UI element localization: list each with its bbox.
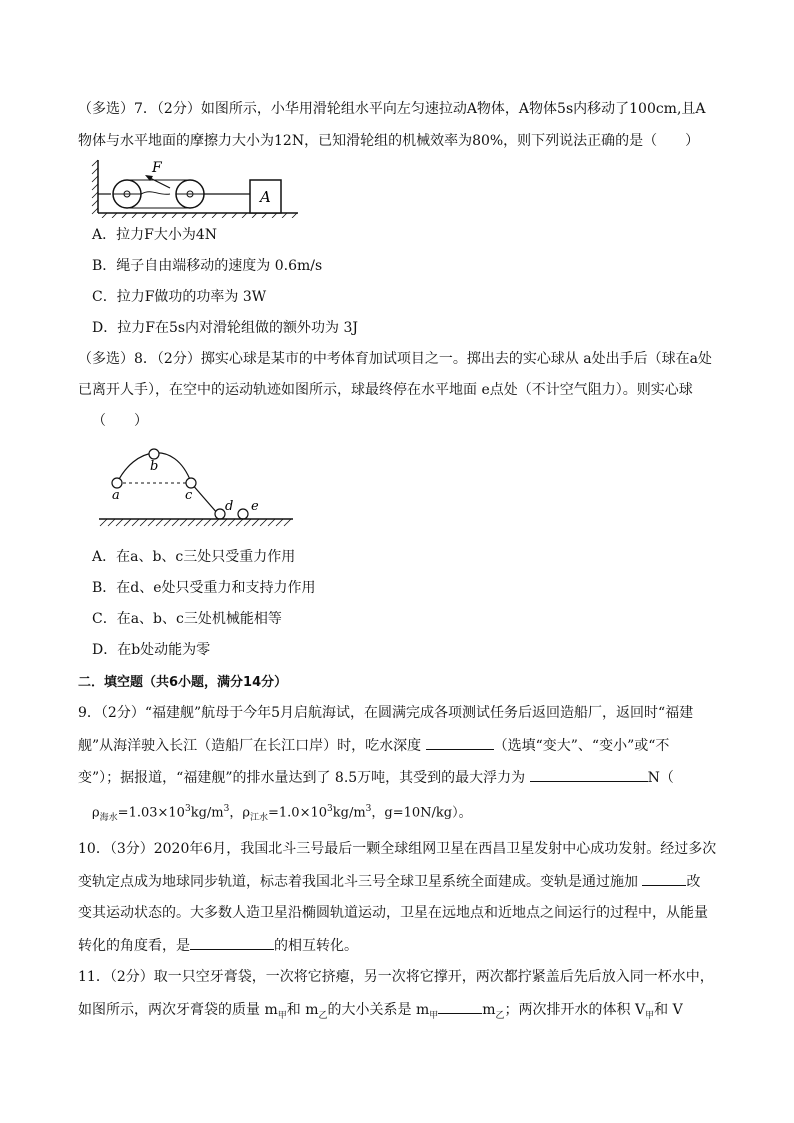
q8-option-d: D．在b处动能为零 — [92, 642, 211, 658]
q10-stem-line4 — [78, 935, 358, 956]
label-c: c — [185, 488, 193, 503]
subscript: 甲 — [429, 1010, 439, 1021]
ball-b — [149, 449, 159, 459]
section-heading: 二．填空题（共6小题，满分14分） — [78, 675, 288, 690]
q7-option-a: A．拉力F大小为4N — [92, 227, 217, 243]
q10-text: 转化的角度看，是 — [78, 938, 190, 954]
q9-stem-line1: 9．（2分）“福建舰”航母于今年5月启航海试，在圆满完成各项测试任务后返回造船厂，返回时“福建 — [78, 705, 694, 721]
q10-text: 改 — [686, 874, 701, 890]
q11-text: m — [482, 1002, 496, 1018]
q9-stem-line2 — [78, 735, 669, 756]
subscript: 乙 — [318, 1010, 328, 1021]
wall-hatch — [92, 160, 98, 214]
q11-text: 的大小关系是 m — [327, 1002, 430, 1018]
subscript: 甲 — [277, 1010, 287, 1021]
block-label: A — [260, 188, 271, 206]
q9-blank-2[interactable] — [530, 767, 648, 782]
subscript: 甲 — [645, 1010, 655, 1021]
q8-option-a: A．在a、b、c三处只受重力作用 — [92, 549, 296, 565]
q10-stem-line3: 变其运动状态的。大多数人造卫星沿椭圆轨道运动，卫星在远地点和近地点之间运行的过程中，从能量 — [78, 905, 708, 921]
q7-stem-line2: 物体与水平地面的摩擦力大小为12N，已知滑轮组的机械效率为80%，则下列说法正确的是（ ） — [78, 133, 700, 149]
value: =1.0×10 — [268, 805, 328, 821]
q10-blank-2[interactable] — [190, 935, 274, 950]
q10-stem-line1: 10．（3分）2020年6月，我国北斗三号最后一颗全球组网卫星在西昌卫星发射中心成功发射。经过多次 — [78, 841, 717, 857]
unit: kg/m — [190, 805, 224, 821]
q7-option-c: C．拉力F做功的功率为 3W — [92, 289, 267, 305]
q7-pulley-figure — [90, 158, 305, 218]
q11-stem-line2 — [78, 999, 683, 1026]
q7-option-b: B．绳子自由端移动的速度为 0.6m/s — [92, 258, 323, 274]
q9-text: N（ — [647, 770, 674, 786]
label-e: e — [251, 499, 259, 514]
q10-text: 的相互转化。 — [274, 938, 358, 954]
force-label: F — [152, 160, 162, 176]
q9-text: （选填“变大”、“变小”或“不 — [493, 738, 670, 754]
q8-trajectory-figure — [96, 440, 296, 535]
value: =1.03×10 — [117, 805, 185, 821]
value: ，g=10N/kg）。 — [371, 805, 472, 821]
unit: kg/m — [332, 805, 366, 821]
q9-blank-1[interactable] — [426, 735, 494, 750]
label-a: a — [112, 488, 120, 503]
subscript: 乙 — [495, 1010, 505, 1021]
ball-a — [112, 478, 122, 488]
ground-hatch — [100, 519, 291, 526]
subscript: 海水 — [99, 812, 118, 823]
ball-e — [238, 509, 248, 519]
exponent: 3 — [365, 804, 372, 814]
q8-option-b: B．在d、e处只受重力和支持力作用 — [92, 580, 316, 596]
q8-stem-line1: （多选）8．（2分）掷实心球是某市的中考体育加试项目之一。掷出去的实心球从 a处出手后（球在a处 — [78, 351, 712, 367]
q11-blank-1[interactable] — [438, 999, 482, 1014]
rho-symbol: ρ — [92, 805, 100, 821]
q11-text: 和 V — [654, 1002, 683, 1018]
ball-d — [215, 509, 225, 519]
q10-stem-line2 — [78, 871, 700, 892]
exponent: 3 — [327, 804, 333, 814]
q9-text: 变”）；据报道，“福建舰”的排水量达到了 8.5万吨，其受到的最大浮力为 — [78, 770, 530, 786]
exponent: 3 — [184, 804, 191, 814]
q11-text: 如图所示，两次牙膏袋的质量 m — [78, 1002, 278, 1018]
rho-symbol: ρ — [242, 805, 250, 821]
q11-stem-line1: 11．（2分）取一只空牙膏袋，一次将它挤瘪，另一次将它撑开，两次都拧紧盖后先后放入同一杯水中， — [78, 969, 714, 985]
q9-stem-line4 — [92, 799, 472, 828]
q9-text: 舰”从海洋驶入长江（造船厂在长江口岸）时，吃水深度 — [78, 738, 426, 754]
q8-stem-line3: （ ） — [92, 413, 148, 429]
q8-option-c: C．在a、b、c三处机械能相等 — [92, 611, 282, 627]
q7-stem-line1: （多选）7．（2分）如图所示，小华用滑轮组水平向左匀速拉动A物体，A物体5s内移动了100cm,且A — [78, 101, 706, 117]
q7-option-d: D．拉力F在5s内对滑轮组做的额外功为 3J — [92, 320, 358, 336]
separator: ， — [229, 805, 243, 821]
q8-stem-line2: 已离开人手），在空中的运动轨迹如图所示，球最终停在水平地面 e点处（不计空气阻力）。则实心球 — [78, 382, 693, 398]
subscript: 江水 — [250, 812, 269, 823]
exponent: 3 — [223, 804, 230, 814]
ball-c — [186, 478, 196, 488]
q9-stem-line3 — [78, 767, 674, 788]
label-b: b — [150, 459, 159, 474]
q11-text: 和 m — [286, 1002, 319, 1018]
q11-text: ；两次排开水的体积 V — [504, 1002, 646, 1018]
trajectory-fall — [191, 483, 218, 514]
q10-blank-1[interactable] — [642, 871, 686, 886]
label-d: d — [225, 499, 234, 514]
q10-text: 变轨定点成为地球同步轨道，标志着我国北斗三号全球卫星系统全面建成。变轨是通过施加 — [78, 874, 643, 890]
